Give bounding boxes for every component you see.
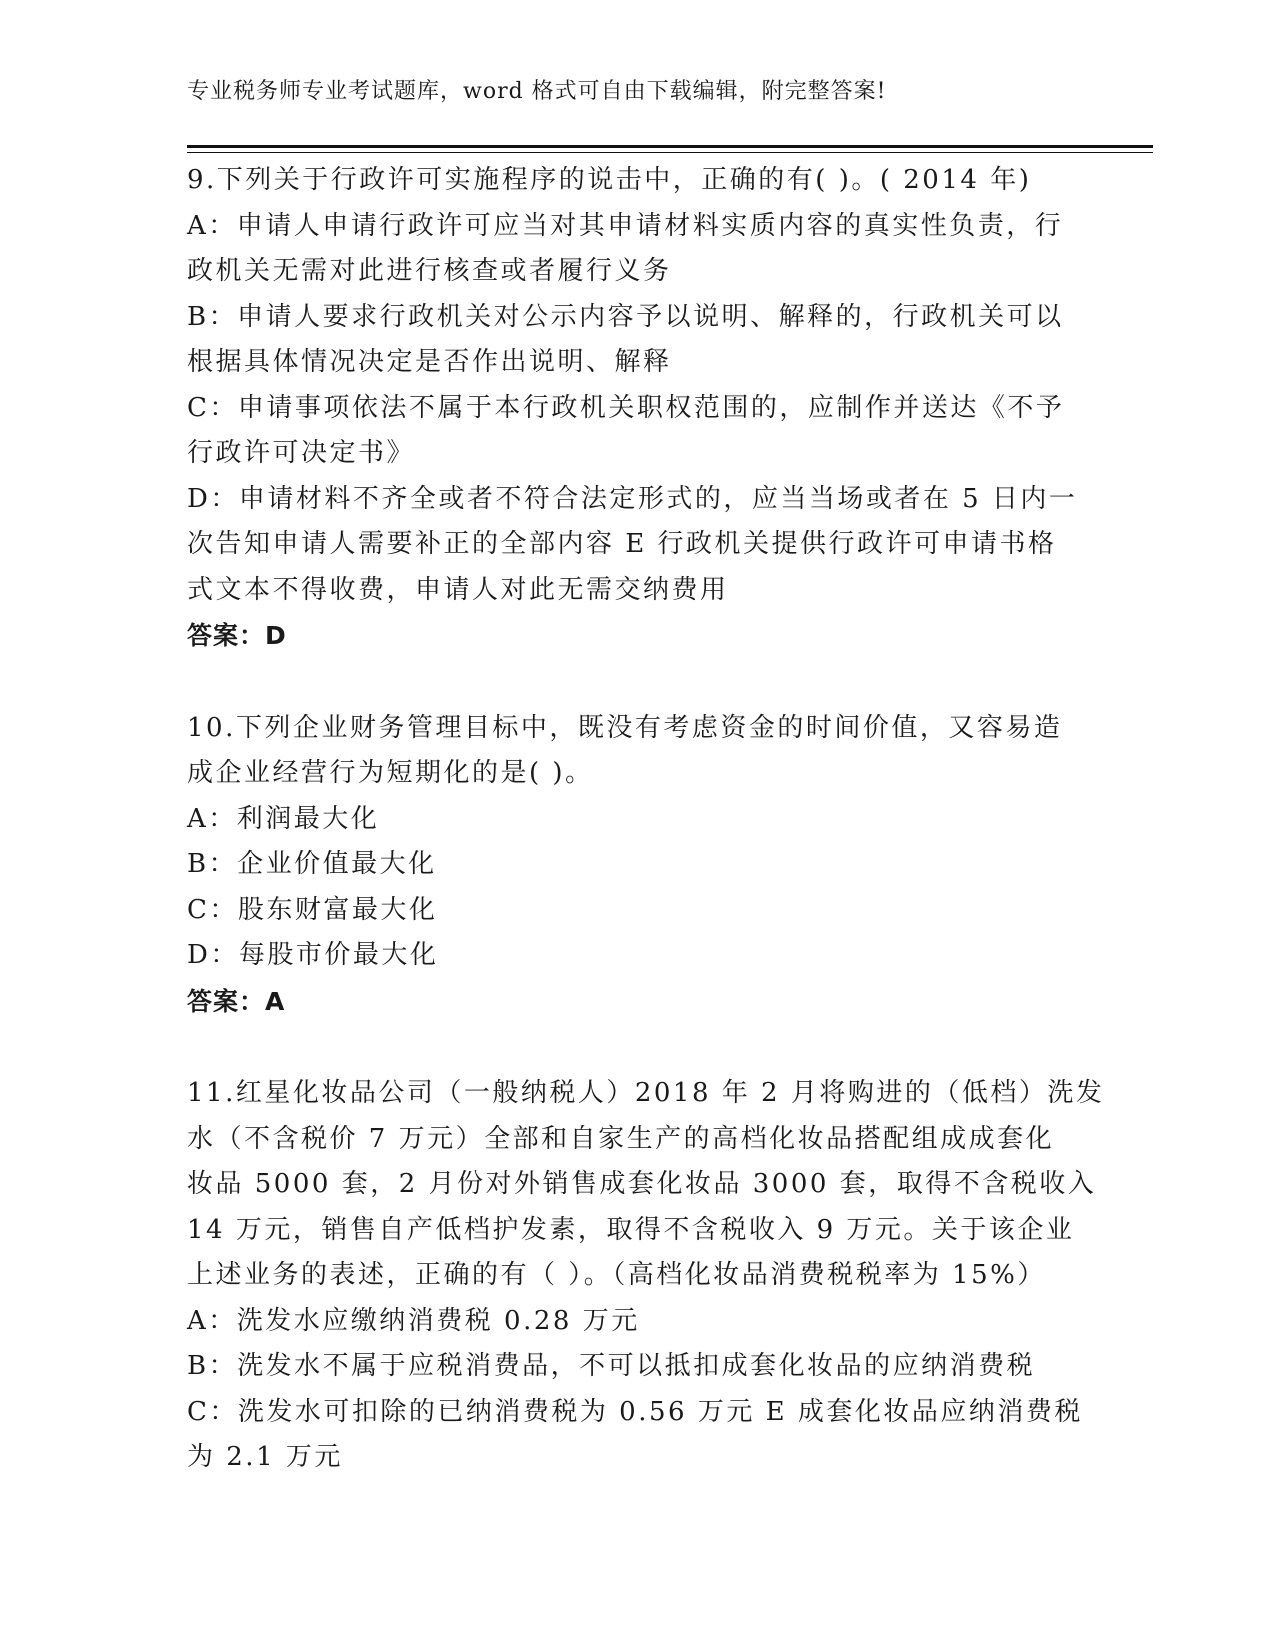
- option-b-line: B：申请人要求行政机关对公示内容予以说明、解释的，行政机关可以: [187, 301, 1064, 332]
- option-d-line: D：每股市价最大化: [187, 940, 439, 970]
- option-d-line: D：申请材料不齐全或者不符合法定形式的，应当当场或者在 5 日内一: [187, 483, 1078, 514]
- question-stem-line: 妆品 5000 套，2 月份对外销售成套化妆品 3000 套，取得不含税收入: [187, 1169, 1097, 1199]
- header-divider-thin: [187, 152, 1153, 153]
- option-c-line: C：洗发水可扣除的已纳消费税为 0.56 万元 E 成套化妆品应纳消费税: [187, 1396, 1083, 1427]
- question-10: [187, 706, 1087, 1025]
- answer-label: 答案：A: [187, 986, 286, 1016]
- question-stem-line: 9.下列关于行政许可实施程序的说击中，正确的有( )。( 2014 年): [187, 165, 1032, 195]
- option-a-line: A：利润最大化: [187, 803, 380, 834]
- option-a-line: A：申请人申请行政许可应当对其申请材料实质内容的真实性负责，行: [187, 210, 1064, 241]
- question-stem-line: 14 万元，销售自产低档护发素，取得不含税收入 9 万元。关于该企业: [187, 1214, 1075, 1245]
- option-c-line: C：申请事项依法不属于本行政机关职权范围的，应制作并送达《不予: [187, 392, 1065, 423]
- question-stem-line: 11.红星化妆品公司（一般纳税人）2018 年 2 月将购进的（低档）洗发: [187, 1078, 1105, 1108]
- question-spacer: [187, 659, 1087, 706]
- page-header-note: 专业税务师专业考试题库，word 格式可自由下载编辑，附完整答案!: [187, 79, 887, 104]
- header-divider-thick: [187, 145, 1153, 148]
- option-c-line: 为 2.1 万元: [187, 1442, 343, 1472]
- option-b-line: B：洗发水不属于应税消费品，不可以抵扣成套化妆品的应纳消费税: [187, 1351, 1036, 1381]
- question-stem-line: 10.下列企业财务管理目标中，既没有考虑资金的时间价值，又容易造: [187, 712, 1063, 743]
- question-stem-line: 水（不含税价 7 万元）全部和自家生产的高档化妆品搭配组成成套化: [187, 1123, 1055, 1154]
- question-stem-line: 成企业经营行为短期化的是( )。: [187, 758, 594, 788]
- question-list: [187, 158, 1105, 1481]
- option-b-line: 根据具体情况决定是否作出说明、解释: [187, 347, 672, 377]
- option-d-line: 次告知申请人需要补正的全部内容 E 行政机关提供行政许可申请书格: [187, 529, 1057, 559]
- answer-label: 答案：D: [187, 621, 287, 650]
- option-d-line: 式文本不得收费，申请人对此无需交纳费用: [187, 574, 729, 605]
- option-b-line: B：企业价值最大化: [187, 849, 437, 879]
- question-9: [187, 158, 1087, 659]
- option-c-line: 行政许可决定书》: [187, 438, 416, 468]
- option-a-line: 政机关无需对此进行核查或者履行义务: [187, 256, 672, 286]
- option-c-line: C：股东财富最大化: [187, 894, 438, 925]
- question-spacer: [187, 1024, 1087, 1071]
- option-a-line: A：洗发水应缴纳消费税 0.28 万元: [187, 1305, 640, 1336]
- question-11: [187, 1071, 1105, 1481]
- question-stem-line: 上述业务的表述，正确的有（ ）。（高档化妆品消费税税率为 15%）: [187, 1260, 1046, 1290]
